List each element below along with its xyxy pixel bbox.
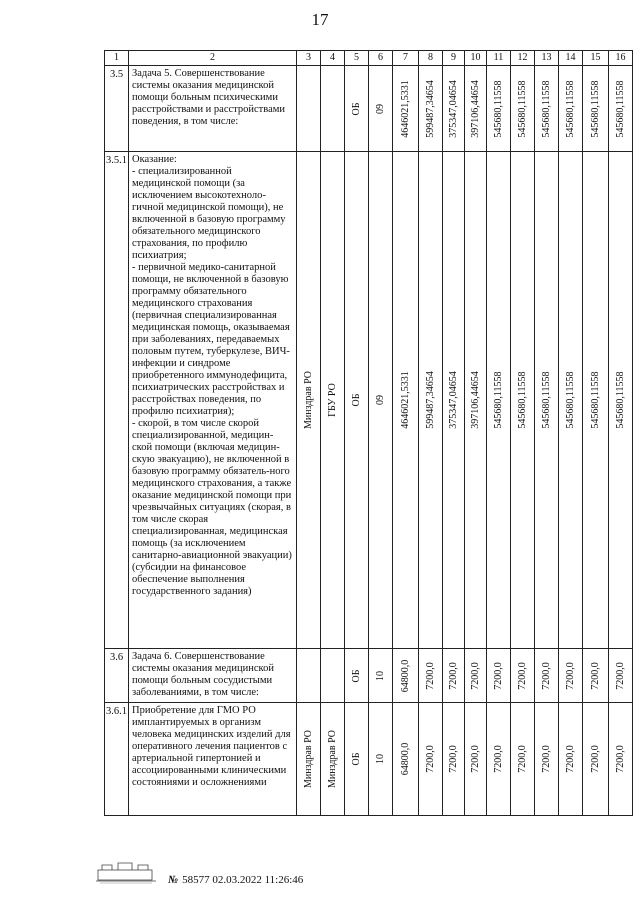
amount-value: 545680,11558	[614, 371, 626, 429]
amount-value: 7200,0	[540, 745, 552, 773]
amount-value: 7200,0	[540, 661, 552, 690]
amount-value: 64800,0	[399, 742, 411, 776]
participant-text: ГБУ РО	[326, 383, 338, 417]
amount-value: 7200,0	[564, 745, 576, 773]
participant-cell	[321, 649, 345, 703]
budget-source-text: ОБ	[350, 752, 362, 766]
header-cell: 1	[105, 51, 129, 66]
section-code-text: 09	[374, 395, 386, 405]
header-cell: 10	[465, 51, 487, 66]
participant-cell	[321, 703, 345, 816]
amount-value: 397106,44654	[469, 79, 481, 138]
amount-cell	[419, 703, 443, 816]
amount-cell	[487, 703, 511, 816]
amount-cell	[583, 703, 609, 816]
row-number: 3.5.1	[105, 152, 129, 649]
header-cell: 5	[345, 51, 369, 66]
amount-cell	[559, 152, 583, 649]
registration-line	[168, 874, 303, 886]
amount-value: 599487,34654	[424, 79, 436, 138]
header-cell: 7	[393, 51, 419, 66]
row-description: Задача 5. Совершенствование системы оказания медицинской помощи больным психическими расстройствами и расстройствами поведения, в том числе:	[129, 66, 297, 152]
amount-cell	[559, 66, 583, 152]
section-code-cell	[369, 703, 393, 816]
budget-source-cell	[345, 66, 369, 152]
amount-value: 4646021,5331	[399, 371, 411, 429]
amount-cell	[393, 703, 419, 816]
amount-cell	[535, 66, 559, 152]
header-cell: 15	[583, 51, 609, 66]
amount-cell	[419, 66, 443, 152]
amount-cell	[609, 152, 633, 649]
amount-value: 375347,04654	[447, 371, 459, 429]
row-description: Приобретение для ГМО РО имплантируемых в организм человека медицинских изделий для оперативного лечения пациентов с артериальной гипертонией и ассоциированными клиническими состояниями и осложнениями	[129, 703, 297, 816]
amount-value: 64800,0	[399, 659, 411, 692]
header-cell: 13	[535, 51, 559, 66]
amount-cell	[487, 66, 511, 152]
header-cell: 16	[609, 51, 633, 66]
budget-source-cell	[345, 649, 369, 703]
amount-cell	[393, 66, 419, 152]
executor-text: Минздрав РО	[302, 729, 314, 789]
section-code-cell	[369, 66, 393, 152]
amount-value: 7200,0	[447, 745, 459, 773]
budget-source-cell	[345, 703, 369, 816]
amount-cell	[419, 649, 443, 703]
amount-cell	[511, 649, 535, 703]
header-cell: 6	[369, 51, 393, 66]
amount-value: 7200,0	[469, 661, 481, 690]
amount-cell	[583, 152, 609, 649]
amount-value: 545680,11558	[540, 371, 552, 429]
amount-value: 4646021,5331	[399, 79, 411, 138]
amount-value: 7200,0	[492, 661, 504, 690]
amount-value: 7200,0	[469, 745, 481, 773]
amount-value: 545680,11558	[589, 371, 601, 429]
amount-cell	[559, 649, 583, 703]
amount-value: 7200,0	[516, 661, 528, 690]
amount-cell	[393, 649, 419, 703]
section-code-text: 09	[374, 103, 386, 114]
table-row	[105, 703, 633, 816]
table-row	[105, 152, 633, 649]
amount-cell	[535, 152, 559, 649]
row-number: 3.6.1	[105, 703, 129, 816]
number-sign: №	[168, 874, 179, 886]
amount-value: 7200,0	[424, 661, 436, 690]
row-number: 3.6	[105, 649, 129, 703]
participant-cell	[321, 152, 345, 649]
table-row	[105, 649, 633, 703]
header-cell: 2	[129, 51, 297, 66]
amount-cell	[511, 703, 535, 816]
page-number: 17	[311, 10, 329, 29]
amount-cell	[535, 703, 559, 816]
amount-value: 545680,11558	[564, 79, 576, 138]
amount-cell	[487, 649, 511, 703]
amount-value: 7200,0	[614, 745, 626, 773]
amount-cell	[465, 66, 487, 152]
amount-value: 7200,0	[589, 661, 601, 690]
header-cell: 11	[487, 51, 511, 66]
amount-cell	[609, 649, 633, 703]
amount-cell	[443, 152, 465, 649]
amount-value: 545680,11558	[492, 79, 504, 138]
section-code-cell	[369, 649, 393, 703]
table-header-row	[105, 51, 633, 66]
amount-cell	[535, 649, 559, 703]
section-code-cell	[369, 152, 393, 649]
header-cell: 4	[321, 51, 345, 66]
amount-cell	[583, 649, 609, 703]
amount-value: 7200,0	[516, 745, 528, 773]
table-row	[105, 66, 633, 152]
emblem-stamp	[92, 862, 162, 884]
amount-cell	[443, 66, 465, 152]
participant-cell	[321, 66, 345, 152]
executor-cell	[297, 152, 321, 649]
section-code-text: 10	[374, 754, 386, 764]
amount-value: 375347,04654	[447, 79, 459, 138]
executor-text: Минздрав РО	[302, 370, 314, 430]
amount-cell	[583, 66, 609, 152]
amount-value: 599487,34654	[424, 371, 436, 429]
header-cell: 3	[297, 51, 321, 66]
registration-number: 58577 02.03.2022 11:26:46	[182, 874, 304, 886]
budget-source-cell	[345, 152, 369, 649]
budget-source-text: ОБ	[350, 102, 362, 115]
amount-value: 7200,0	[564, 661, 576, 690]
amount-value: 7200,0	[614, 661, 626, 690]
amount-value: 545680,11558	[589, 79, 601, 138]
budget-table	[104, 50, 633, 816]
amount-value: 7200,0	[424, 745, 436, 773]
amount-cell	[465, 703, 487, 816]
amount-cell	[487, 152, 511, 649]
executor-cell	[297, 66, 321, 152]
amount-value: 545680,11558	[564, 371, 576, 429]
section-code-text: 10	[374, 670, 386, 681]
budget-source-text: ОБ	[350, 669, 362, 682]
amount-cell	[609, 66, 633, 152]
executor-cell	[297, 703, 321, 816]
amount-cell	[443, 703, 465, 816]
row-description: Оказание: - специализированной медицинской помощи (за исключением высокотехноло-гичной медицинской помощи), не включенной в базовую программу обязательного медицинского страхования, по профилю психиатрия; - первичной медико-санитарной помощи, не включенной в базовую программу обязательного медицинского страхования (первичная специализированная медицинская помощь, оказываемая при заболеваниях, передаваемых половым путем, туберкулезе, ВИЧ-инфекции и синдроме приобретенного иммунодефицита, психиатрических расстройствах и расстройствах поведения, по профилю психиатрия); - скорой, в том числе скорой специализированной, медицин-ской помощи (включая медицин-скую эвакуацию), не включенной в базовую программу обязатель-ного медицинского страхования, а также оказание медицинской помощи при чрезвычайных ситуациях (скорая, в том числе скорая специализированная, медицинская помощь (за исключением санитарно-авиационной эвакуации) (субсидии на финансовое обеспечение выполнения государственного задания)	[129, 152, 297, 649]
header-cell: 8	[419, 51, 443, 66]
amount-value: 545680,11558	[516, 79, 528, 138]
budget-source-text: ОБ	[350, 393, 362, 407]
amount-value: 7200,0	[447, 661, 459, 690]
amount-cell	[443, 649, 465, 703]
amount-cell	[609, 703, 633, 816]
amount-cell	[559, 703, 583, 816]
amount-cell	[511, 66, 535, 152]
amount-cell	[419, 152, 443, 649]
executor-cell	[297, 649, 321, 703]
row-description: Задача 6. Совершенствование системы оказания медицинской помощи больным сосудистыми заболеваниями, в том числе:	[129, 649, 297, 703]
amount-cell	[465, 649, 487, 703]
amount-value: 7200,0	[589, 745, 601, 773]
amount-value: 545680,11558	[540, 79, 552, 138]
participant-text: Минздрав РО	[326, 729, 338, 789]
amount-cell	[393, 152, 419, 649]
amount-value: 545680,11558	[492, 371, 504, 429]
header-cell: 12	[511, 51, 535, 66]
amount-value: 545680,11558	[516, 371, 528, 429]
amount-value: 397106,44654	[469, 371, 481, 429]
row-number: 3.5	[105, 66, 129, 152]
amount-cell	[511, 152, 535, 649]
amount-value: 545680,11558	[614, 79, 626, 138]
amount-value: 7200,0	[492, 745, 504, 773]
header-cell: 14	[559, 51, 583, 66]
amount-cell	[465, 152, 487, 649]
header-cell: 9	[443, 51, 465, 66]
